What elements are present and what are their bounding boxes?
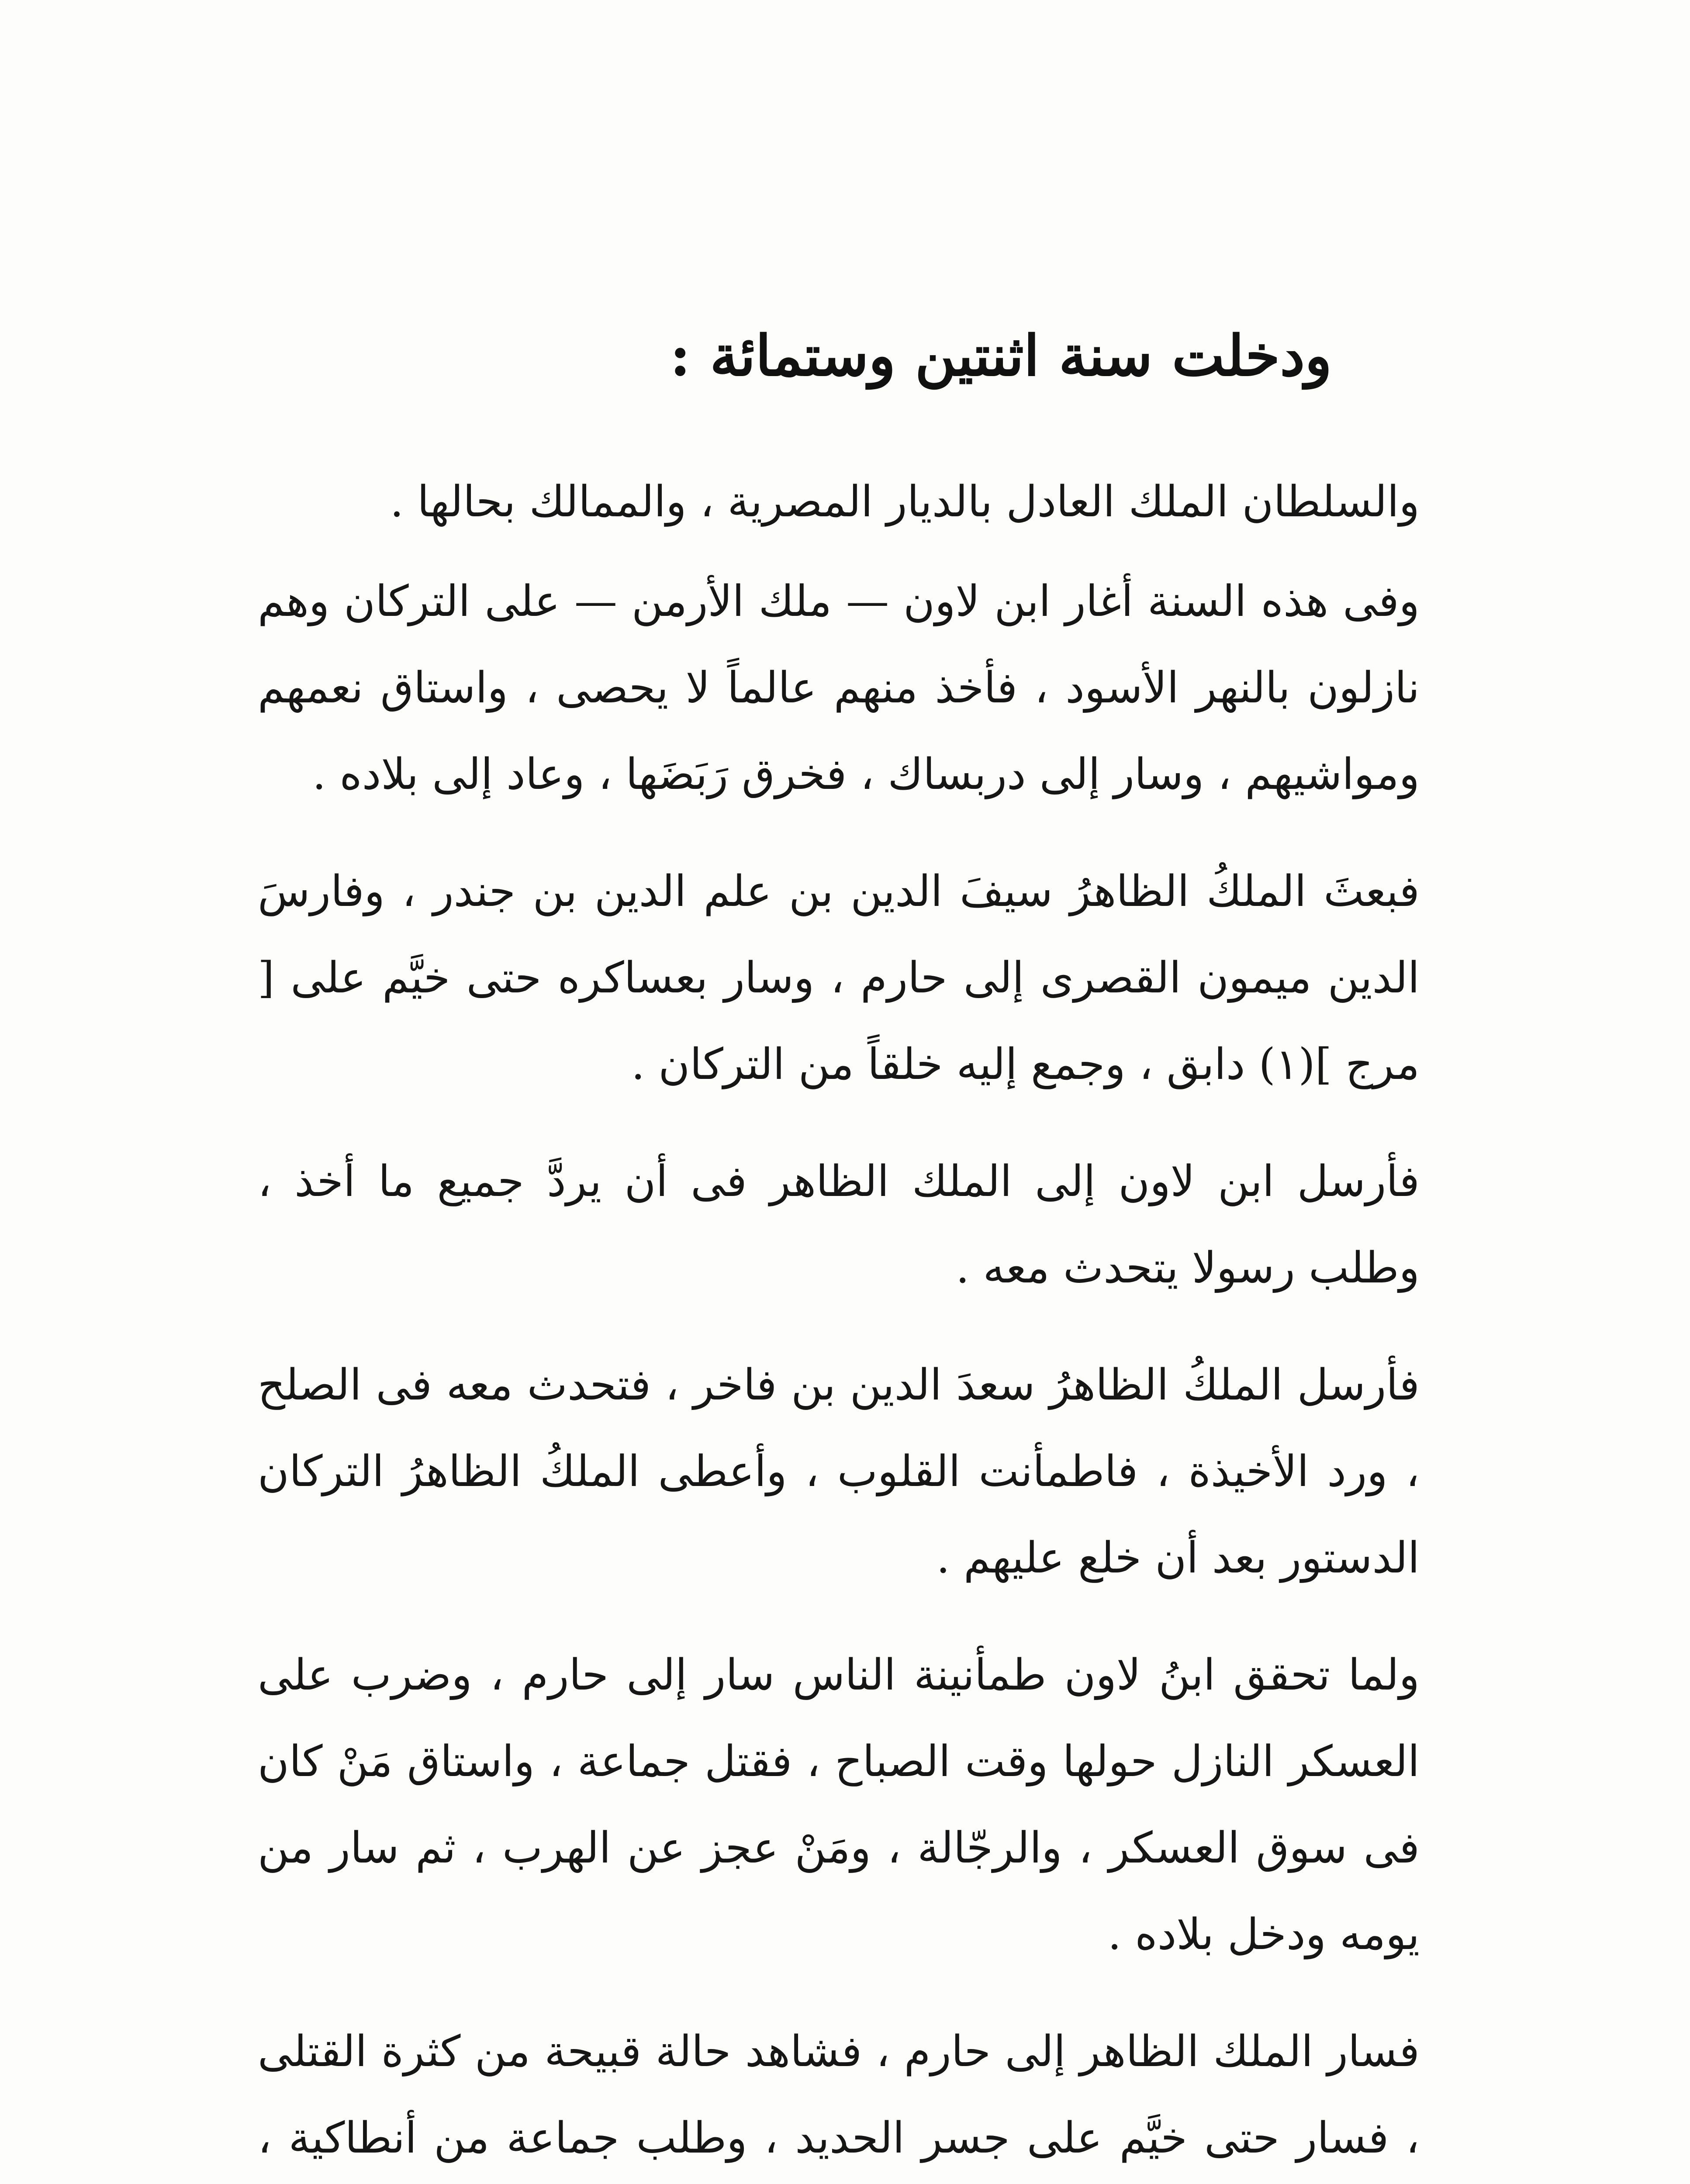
paragraph-3: فبعثَ الملكُ الظاهرُ سيفَ الدين بن علم الدين بن جندر ، وفارسَ الدين ميمون القصرى إلى حارم ، وسار بعساكره حتى خيَّم على [ مرج ](١) دابق ، وجمع إليه خلقاً من التركان .	[258, 867, 1420, 1089]
paragraph-7: فسار الملك الظاهر إلى حارم ، فشاهد حالة قبيحة من كثرة القتلى ، فسار حتى خيَّم على جسر الحديد ، وطلب جماعة من أنطاكية ،	[258, 2027, 1420, 2163]
paragraph-2: وفى هذه السنة أغار ابن لاون — ملك الأرمن — على التركان وهم نازلون بالنهر الأسود ، فأخذ منهم عالماً لا يحصى ، واستاق نعمهم ومواشيهم ، وسار إلى دربساك ، فخرق رَبَضَها ، وعاد إلى بلاده .	[258, 577, 1420, 799]
body-text	[258, 459, 1420, 2184]
section-heading: ودخلت سنة اثنتين وستمائة :	[670, 323, 1332, 389]
paragraph-4: فأرسل ابن لاون إلى الملك الظاهر فى أن يردَّ جميع ما أخذ ، وطلب رسولا يتحدث معه .	[258, 1157, 1420, 1293]
paragraph-1: والسلطان الملك العادل بالديار المصرية ، والممالك بحالها .	[390, 477, 1420, 527]
paragraph-6: ولما تحقق ابنُ لاون طمأنينة الناس سار إلى حارم ، وضرب على العسكر النازل حولها وقت الصباح ، فقتل جماعة ، واستاق مَنْ كان فى سوق العسكر ، والرجّالة ، ومَنْ عجز عن الهرب ، ثم سار من يومه ودخل بلاده .	[258, 1650, 1420, 1959]
paragraph-5: فأرسل الملكُ الظاهرُ سعدَ الدين بن فاخر ، فتحدث معه فى الصلح ، ورد الأخيذة ، فاطمأنت القلوب ، وأعطى الملكُ الظاهرُ التركان الدستور بعد أن خلع عليهم .	[258, 1360, 1420, 1583]
